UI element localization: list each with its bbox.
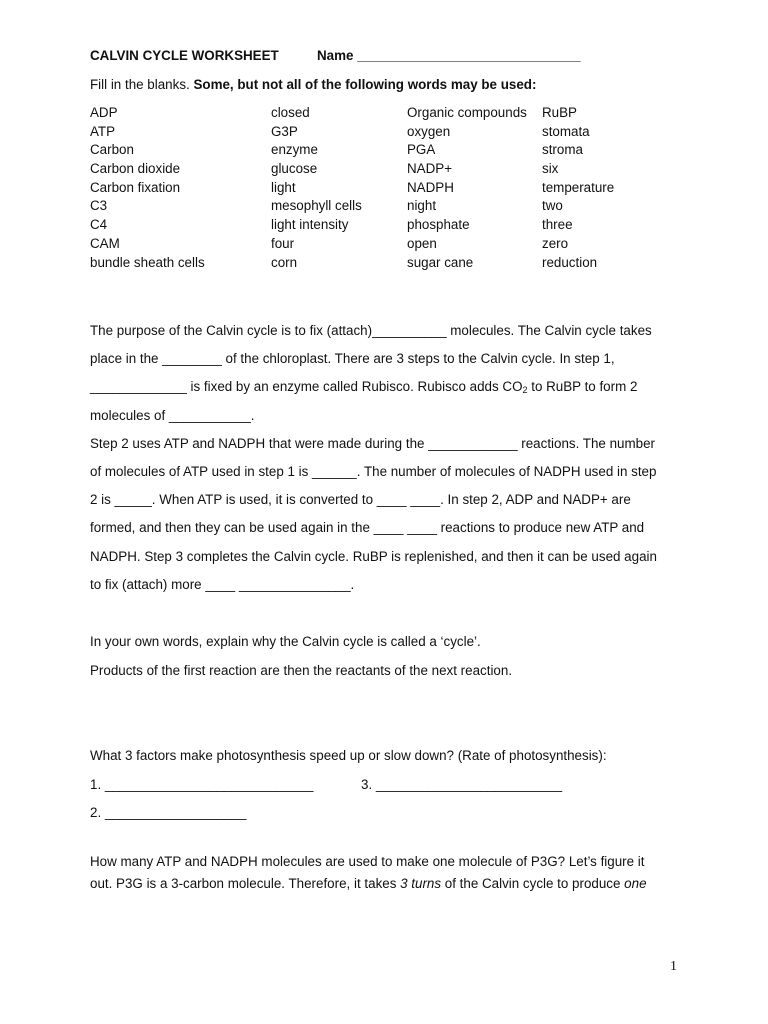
word-bank-item: sugar cane [407,254,474,270]
instructions: Fill in the blanks. Some, but not all of the following words may be used: [90,77,537,92]
word-bank-item: Carbon dioxide [90,161,181,177]
word-bank-item: four [271,235,295,251]
paragraph-line: The purpose of the Calvin cycle is to fix (attach)__________ molecules. The Calvin cycle takes [90,323,652,338]
atp-nadph-question [90,851,647,895]
word-bank-item: zero [542,235,569,251]
paragraph-line: molecules of ___________. [90,407,255,423]
question-text: out. P3G is a 3-carbon molecule. Therefore, it takes [90,876,401,891]
paragraph-line: NADPH. Step 3 completes the Calvin cycle. RuBP is replenished, and then it can be used again [90,548,657,564]
word-bank-item: stroma [542,142,583,158]
word-bank-item: oxygen [407,123,451,139]
cycle-question-prompt: In your own words, explain why the Calvin cycle is called a ‘cycle’. [90,634,481,649]
word-bank-item: Organic compounds [407,105,527,120]
word-bank-item: RuBP [542,105,577,120]
word-bank-item: PGA [407,142,436,158]
word-bank-item: enzyme [271,142,318,158]
paragraph-line [90,373,657,401]
word-bank-item: NADPH [407,179,454,195]
factors-question-prompt: What 3 factors make photosynthesis speed up or slow down? (Rate of photosynthesis): [90,748,607,763]
paragraph-line: formed, and then they can be used again in the ____ ____ reactions to produce new ATP and [90,520,645,536]
word-bank-item: G3P [271,123,298,139]
factor-blank-1: 1. ____________________________ [90,777,314,792]
factor-blank-2: 2. ___________________ [90,805,247,820]
question-line: How many ATP and NADPH molecules are used to make one molecule of P3G? Let’s figure it [90,854,645,869]
word-bank-item: glucose [271,161,318,177]
emphasis-text: one [624,876,647,891]
word-bank-item: C3 [90,198,108,214]
word-bank-item: closed [271,105,310,120]
word-bank-item: two [542,198,563,214]
word-bank-item: NADP+ [407,161,453,177]
word-bank-item: Carbon fixation [90,179,181,195]
calvin-cycle-paragraph [90,317,657,599]
word-bank-item: reduction [542,254,598,270]
paragraph-line: place in the ________ of the chloroplast. There are 3 steps to the Calvin cycle. In step 1, [90,351,615,367]
emphasis-text: 3 turns [400,876,442,891]
word-bank-item: CAM [90,235,120,251]
question-text: of the Calvin cycle to produce [441,876,625,891]
factor-blank-3: 3. _________________________ [361,777,563,792]
word-bank-item: temperature [542,179,615,195]
paragraph-line: of molecules of ATP used in step 1 is ______. The number of molecules of NADPH used in step [90,463,657,479]
word-bank-item: bundle sheath cells [90,254,205,270]
instructions-lead: Fill in the blanks. [90,77,190,92]
word-bank-item: light intensity [271,217,349,233]
cycle-question-answer: Products of the first reaction are then the reactants of the next reaction. [90,663,513,678]
word-bank-item: light [271,179,296,195]
word-bank-item: night [407,198,437,214]
word-bank-item: C4 [90,217,108,233]
word-bank-item: phosphate [407,217,470,233]
word-bank-column-1 [90,104,205,272]
paragraph-line: Step 2 uses ATP and NADPH that were made during the ____________ reactions. The number [90,435,655,451]
word-bank-item: three [542,217,573,233]
word-bank-item: stomata [542,123,590,139]
page-number: 1 [670,959,677,974]
paragraph-line-text: _____________ is fixed by an enzyme called Rubisco. Rubisco adds CO [90,379,523,395]
name-field-label: Name ______________________________ [317,48,581,63]
question-line [90,873,647,895]
paragraph-line-tail: to RuBP to form 2 [527,379,638,395]
word-bank-item: open [407,235,437,251]
paragraph-line: to fix (attach) more ____ _______________. [90,576,355,592]
word-bank-column-4 [542,104,614,272]
word-bank-item: six [542,161,559,177]
word-bank-item: Carbon [90,142,134,158]
word-bank-column-2 [271,104,362,272]
instructions-bold: Some, but not all of the following words may be used [193,77,532,92]
worksheet-title: CALVIN CYCLE WORKSHEET [90,48,279,63]
word-bank-item: mesophyll cells [271,198,362,214]
word-bank-item: ADP [90,105,118,120]
paragraph-line: 2 is _____. When ATP is used, it is converted to ____ ____. In step 2, ADP and NADP+ are [90,492,631,508]
word-bank-column-3 [407,104,527,272]
word-bank-item: ATP [90,123,116,139]
word-bank-item: corn [271,254,298,270]
co2-subscript: 2 [522,385,528,396]
